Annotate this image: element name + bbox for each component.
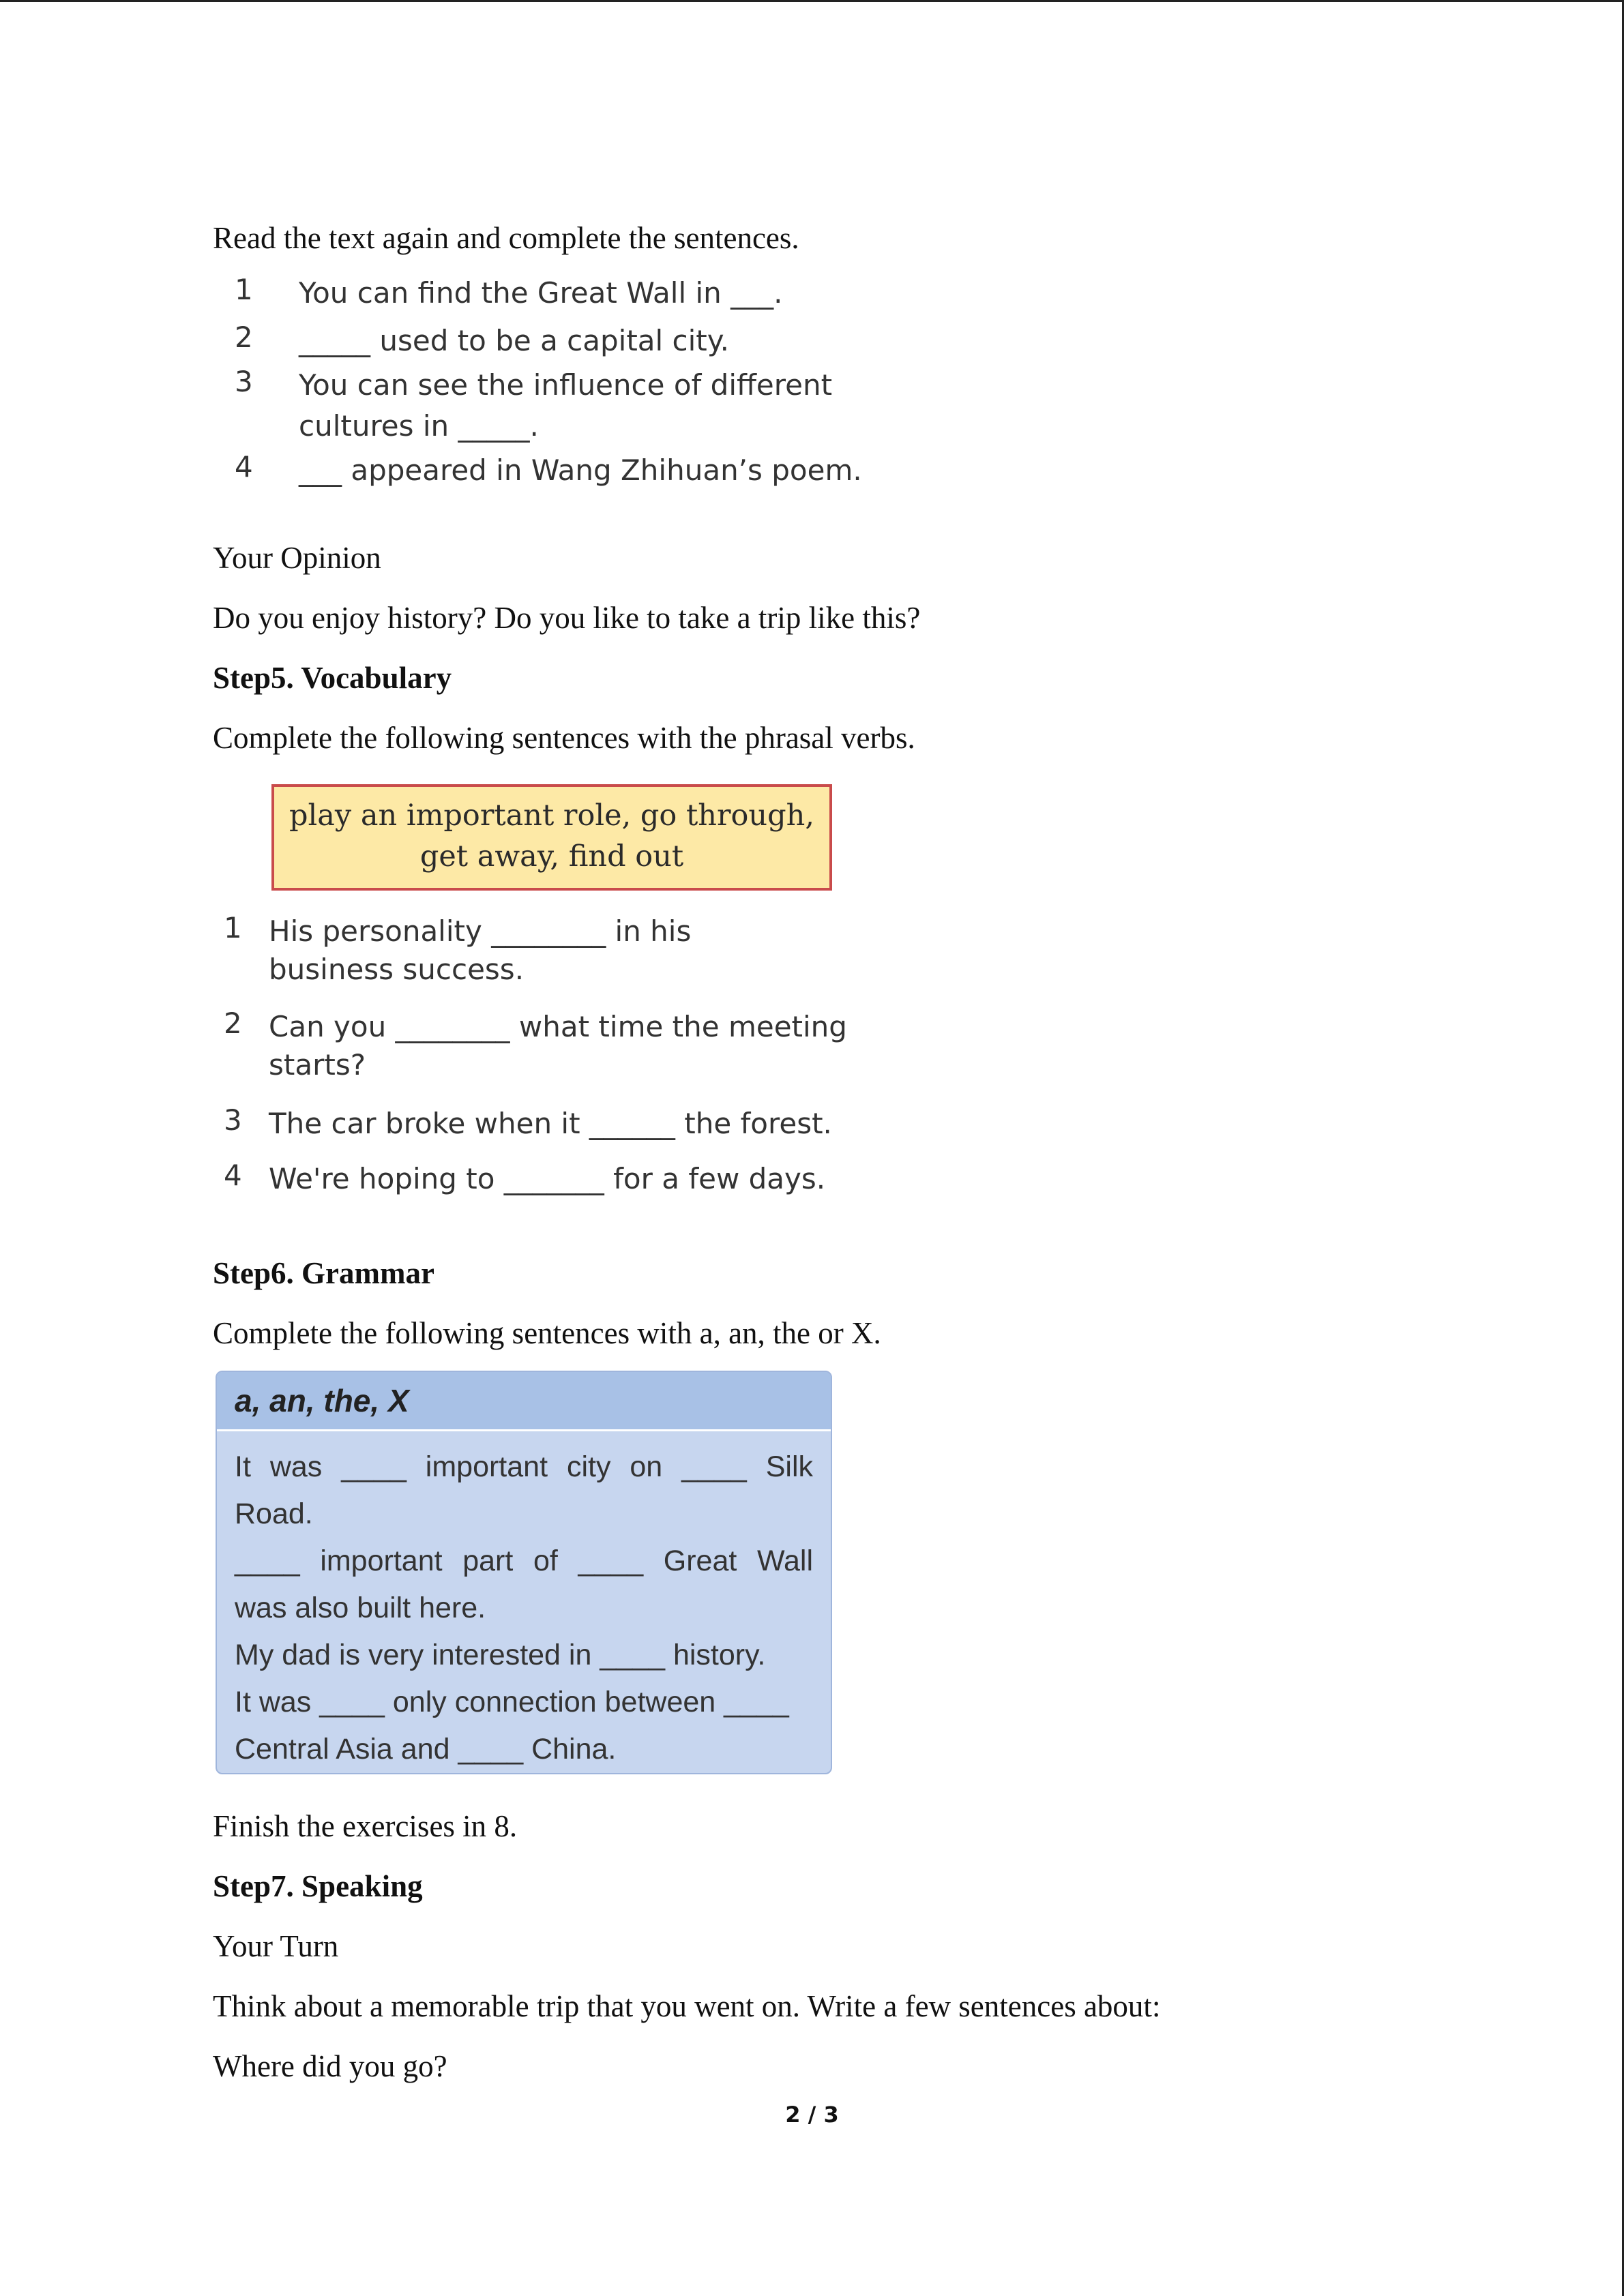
step7-heading: Step7. Speaking bbox=[213, 1869, 423, 1903]
item-text: You can see the influence of different bbox=[299, 368, 833, 402]
item-text: You can find the Great Wall in ___. bbox=[299, 276, 783, 310]
item-number: 1 bbox=[224, 911, 242, 944]
item-number: 2 bbox=[224, 1007, 242, 1040]
opinion-question: Do you enjoy history? Do you like to take a trip like this? bbox=[213, 601, 921, 635]
page-number: 2 / 3 bbox=[785, 2102, 839, 2128]
item-text: _____ used to be a capital city. bbox=[299, 324, 729, 357]
page-border-top bbox=[0, 0, 1624, 2]
item-text: ___ appeared in Wang Zhihuan’s poem. bbox=[299, 453, 862, 487]
step5-heading: Step5. Vocabulary bbox=[213, 661, 452, 695]
phrasal-verbs-box bbox=[271, 784, 832, 891]
grammar-line: Central Asia and ____ China. bbox=[235, 1733, 617, 1765]
step6-instruction: Complete the following sentences with a, an, the or X. bbox=[213, 1316, 881, 1350]
step7-question: Where did you go? bbox=[213, 2049, 447, 2083]
step7-prompt: Think about a memorable trip that you went on. Write a few sentences about: bbox=[213, 1989, 1161, 2023]
item-number: 4 bbox=[224, 1159, 242, 1192]
grammar-line: was also built here. bbox=[235, 1592, 486, 1624]
item-text: Can you ________ what time the meeting bbox=[269, 1010, 847, 1043]
item-number: 3 bbox=[224, 1103, 242, 1137]
grammar-box-title: a, an, the, X bbox=[217, 1372, 831, 1431]
item-text-continued: cultures in _____. bbox=[299, 409, 539, 443]
grammar-line: It was ____ only connection between ____ bbox=[235, 1686, 789, 1718]
item-number: 2 bbox=[235, 320, 253, 354]
item-text: We're hoping to _______ for a few days. bbox=[269, 1162, 826, 1195]
grammar-box-body bbox=[217, 1431, 831, 1773]
item-text-continued: business success. bbox=[269, 953, 525, 986]
opinion-heading: Your Opinion bbox=[213, 541, 381, 575]
step7-subheading: Your Turn bbox=[213, 1929, 339, 1963]
item-number: 1 bbox=[235, 273, 253, 306]
step5-instruction: Complete the following sentences with the phrasal verbs. bbox=[213, 721, 915, 755]
step6-heading: Step6. Grammar bbox=[213, 1256, 434, 1290]
phrasal-verbs-line: get away, find out bbox=[419, 839, 684, 874]
grammar-box bbox=[216, 1371, 832, 1774]
phrasal-verbs-line: play an important role, go through, bbox=[289, 799, 814, 833]
item-number: 3 bbox=[235, 365, 253, 398]
item-number: 4 bbox=[235, 450, 253, 483]
item-text: His personality ________ in his bbox=[269, 914, 692, 948]
item-text: The car broke when it ______ the forest. bbox=[269, 1107, 832, 1140]
grammar-line: My dad is very interested in ____ history. bbox=[235, 1639, 766, 1671]
reading-instruction: Read the text again and complete the sentences. bbox=[213, 221, 799, 255]
grammar-line: ____ important part of ____ Great Wall bbox=[235, 1545, 813, 1577]
grammar-line: Road. bbox=[235, 1497, 313, 1530]
grammar-line: It was ____ important city on ____ Silk bbox=[235, 1450, 813, 1483]
step6-note: Finish the exercises in 8. bbox=[213, 1809, 518, 1843]
item-text-continued: starts? bbox=[269, 1048, 366, 1082]
